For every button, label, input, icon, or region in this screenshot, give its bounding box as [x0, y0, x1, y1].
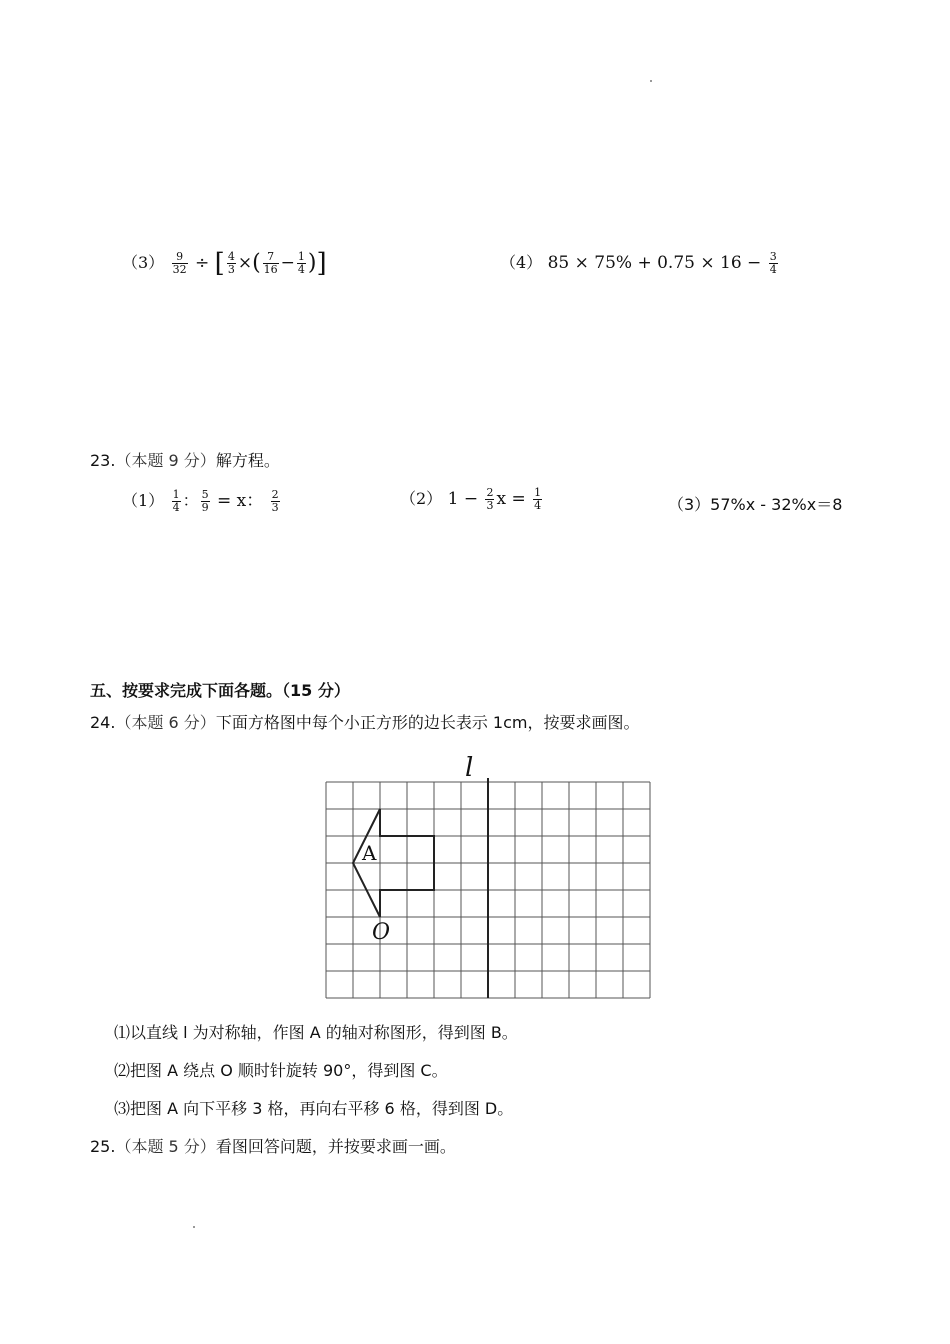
- grid-figure: [300, 752, 680, 1002]
- problem25-heading: [90, 1134, 456, 1157]
- problem24-sub-3: ⑶把图 A 向下平移 3 格，再向右平移 6 格，得到图 D。: [114, 1099, 514, 1118]
- question-score: （本题 5 分）: [115, 1137, 216, 1156]
- axis-label: l: [465, 753, 474, 783]
- operator: −: [280, 253, 295, 273]
- fraction: $\frac{1}{4}$: [172, 488, 180, 514]
- fraction: $\frac{7}{16}$: [263, 250, 278, 276]
- operator: ÷: [195, 253, 210, 273]
- paren: ): [307, 250, 317, 276]
- problem24-sub-1: ⑴以直线 l 为对称轴，作图 A 的轴对称图形，得到图 B。: [114, 1023, 518, 1042]
- section-title: 五、按要求完成下面各题。（15 分）: [90, 681, 350, 700]
- fraction: $\frac{3}{4}$: [769, 250, 777, 276]
- question-task: 下面方格图中每个小正方形的边长表示 1cm，按要求画图。: [215, 713, 640, 732]
- scan-speck: [193, 1226, 195, 1228]
- part-label: （1）: [122, 491, 165, 510]
- fraction: $\frac{2}{3}$: [271, 488, 279, 514]
- operator: ×: [237, 253, 253, 273]
- fraction: $\frac{1}{4}$: [297, 250, 305, 276]
- fraction: $\frac{5}{9}$: [201, 488, 209, 514]
- question-score: （本题 9 分）: [115, 451, 216, 470]
- point-o-label: O: [372, 920, 391, 945]
- question-number: 23.: [90, 451, 116, 470]
- fraction: $\frac{1}{4}$: [534, 486, 542, 512]
- bracket: [: [214, 248, 225, 279]
- equation-middle: x =: [496, 489, 526, 509]
- colon: ：: [182, 491, 199, 510]
- equation-middle: = x：: [217, 491, 264, 511]
- paren: (: [252, 250, 261, 276]
- problem22-part3: [122, 250, 327, 277]
- fraction: $\frac{2}{3}$: [486, 486, 494, 512]
- part-label: （4）: [500, 253, 543, 272]
- problem23-part3: （3）57%x - 32%x＝8: [668, 495, 843, 514]
- figure-a-label: A: [362, 841, 377, 865]
- problem24-sub-2: ⑵把图 A 绕点 O 顺时针旋转 90°，得到图 C。: [114, 1061, 448, 1080]
- problem23-part2: [400, 486, 544, 512]
- part-label: （2）: [400, 489, 443, 508]
- bracket: ]: [316, 248, 327, 279]
- part-label: （3）: [122, 253, 165, 272]
- scan-speck: [650, 80, 652, 82]
- question-task: 看图回答问题，并按要求画一画。: [215, 1137, 456, 1156]
- problem23-part1: [122, 486, 282, 514]
- equation-left: 1 −: [447, 489, 479, 509]
- question-task: 解方程。: [215, 451, 280, 470]
- fraction: $\frac{4}{3}$: [227, 250, 235, 276]
- question-number: 24.: [90, 713, 116, 732]
- problem23-heading: [90, 448, 280, 471]
- fraction: $\frac{9}{32}$: [172, 250, 187, 276]
- question-number: 25.: [90, 1137, 116, 1156]
- question-score: （本题 6 分）: [115, 713, 216, 732]
- expression: 85 × 75% + 0.75 × 16 −: [547, 253, 762, 273]
- problem24-heading: [90, 710, 639, 733]
- problem22-part4: [500, 250, 780, 276]
